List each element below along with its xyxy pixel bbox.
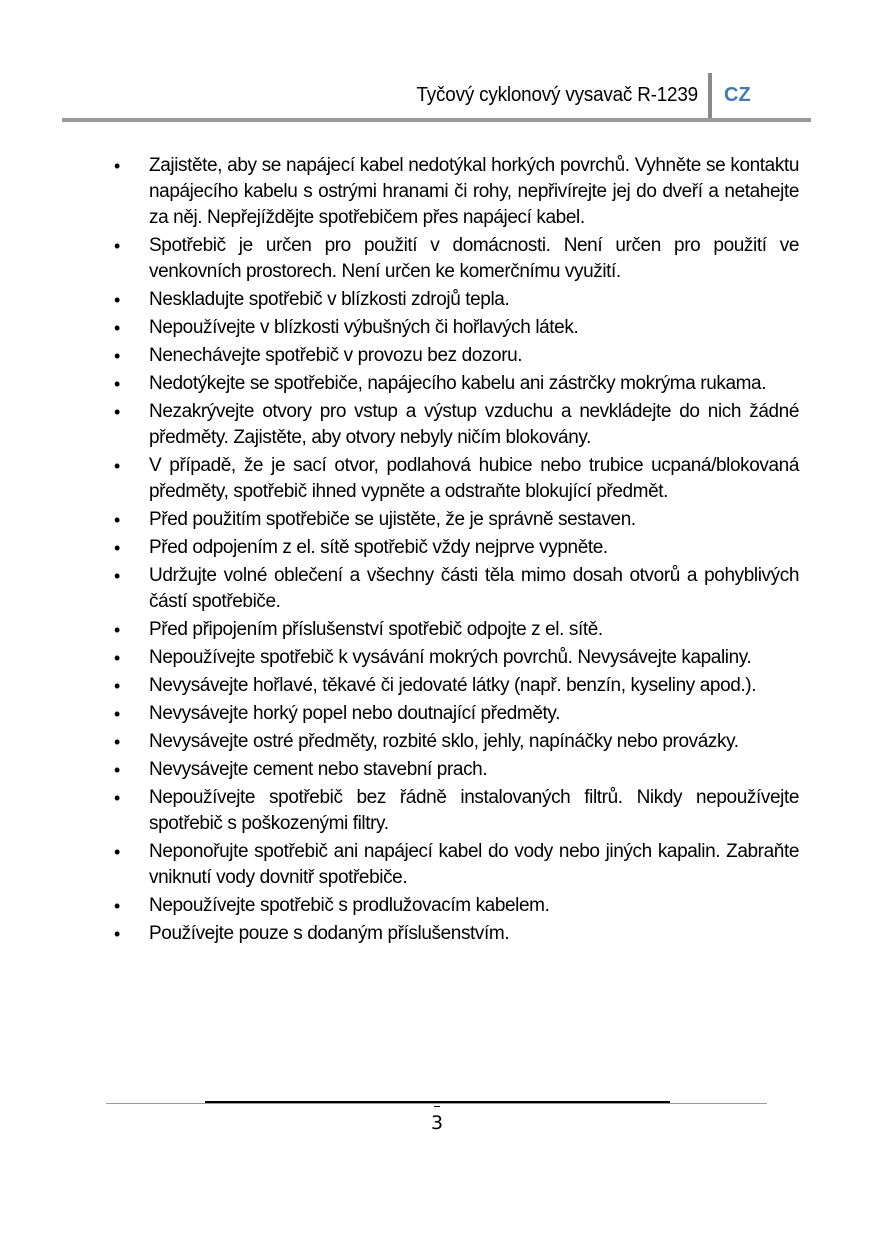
list-item <box>114 315 799 341</box>
bullet-glyph: • <box>114 290 121 310</box>
list-item-text: Zajistěte, aby se napájecí kabel nedotýkal horkých povrchů. Vyhněte se kontaktu napájecího kabelu s ostrými hranami či rohy, nepřivírejte jej do dveří a netahejte za něj. Nepřejíždějte spotřebičem přes napájecí kabel. <box>149 155 799 228</box>
list-item <box>114 233 799 285</box>
list-item <box>114 371 799 397</box>
bullet-glyph: • <box>114 402 121 422</box>
header-divider <box>708 73 712 120</box>
bullet-glyph: • <box>114 760 121 780</box>
bullet-glyph: • <box>114 896 121 916</box>
list-item-text: Spotřebič je určen pro použití v domácnosti. Není určen pro použití ve venkovních prostorech. Není určen ke komerčnímu využití. <box>149 235 799 282</box>
bullet-glyph: • <box>114 732 121 752</box>
list-item-text: Nevysávejte ostré předměty, rozbité sklo, jehly, napínáčky nebo provázky. <box>149 731 739 752</box>
list-item <box>114 673 799 699</box>
list-item-text: V případě, že je sací otvor, podlahová hubice nebo trubice ucpaná/blokovaná předměty, spotřebič ihned vypněte a odstraňte blokující předmět. <box>149 455 799 502</box>
list-item-text: Udržujte volné oblečení a všechny části těla mimo dosah otvorů a pohyblivých částí spotřebiče. <box>149 565 799 612</box>
list-item-text: Nepoužívejte v blízkosti výbušných či hořlavých látek. <box>149 317 579 338</box>
document-title: Tyčový cyklonový vysavač R-1239 <box>416 83 698 106</box>
list-item <box>114 507 799 533</box>
bullet-glyph: • <box>114 236 121 256</box>
list-item <box>114 839 799 891</box>
bullet-glyph: • <box>114 456 121 476</box>
list-item-text: Nedotýkejte se spotřebiče, napájecího kabelu ani zástrčky mokrýma rukama. <box>149 373 767 394</box>
list-item <box>114 729 799 755</box>
list-item <box>114 757 799 783</box>
list-item-text: Nevysávejte hořlavé, těkavé či jedovaté látky (např. benzín, kyseliny apod.). <box>149 675 757 696</box>
bullet-glyph: • <box>114 566 121 586</box>
list-item-text: Nenechávejte spotřebič v provozu bez dozoru. <box>149 345 523 366</box>
list-item-text: Nepoužívejte spotřebič bez řádně instalovaných filtrů. Nikdy nepoužívejte spotřebič s poškozenými filtry. <box>149 787 799 834</box>
list-item <box>114 535 799 561</box>
list-item-text: Nepoužívejte spotřebič k vysávání mokrých povrchů. Nevysávejte kapaliny. <box>149 647 752 668</box>
list-item <box>114 701 799 727</box>
bullet-glyph: • <box>114 620 121 640</box>
list-item <box>114 617 799 643</box>
language-code: CZ <box>724 84 751 106</box>
list-item-text: Neponořujte spotřebič ani napájecí kabel do vody nebo jiných kapalin. Zabraňte vniknutí vody dovnitř spotřebiče. <box>149 841 799 888</box>
list-item-text: Nepoužívejte spotřebič s prodlužovacím kabelem. <box>149 895 550 916</box>
list-item-text: Před odpojením z el. sítě spotřebič vždy nejprve vypněte. <box>149 537 608 558</box>
list-item-text: Nezakrývejte otvory pro vstup a výstup vzduchu a nevkládejte do nich žádné předměty. Zajistěte, aby otvory nebyly ničím blokovány. <box>149 401 799 448</box>
list-item-text: Před použitím spotřebiče se ujistěte, že je správně sestaven. <box>149 509 636 530</box>
list-item <box>114 921 799 947</box>
bullet-glyph: • <box>114 788 121 808</box>
safety-instructions-list <box>114 153 799 949</box>
bullet-glyph: • <box>114 676 121 696</box>
bullet-glyph: • <box>114 924 121 944</box>
list-item-text: Před připojením příslušenství spotřebič odpojte z el. sítě. <box>149 619 603 640</box>
bullet-glyph: • <box>114 374 121 394</box>
list-item <box>114 563 799 615</box>
bullet-glyph: • <box>114 538 121 558</box>
list-item-text: Neskladujte spotřebič v blízkosti zdrojů tepla. <box>149 289 510 310</box>
list-item <box>114 453 799 505</box>
bullet-glyph: • <box>114 648 121 668</box>
page-number: 3 <box>430 1112 444 1134</box>
bullet-glyph: • <box>114 842 121 862</box>
list-item <box>114 399 799 451</box>
bullet-glyph: • <box>114 510 121 530</box>
bullet-glyph: • <box>114 346 121 366</box>
bullet-glyph: • <box>114 704 121 724</box>
list-item-text: Nevysávejte cement nebo stavební prach. <box>149 759 488 780</box>
list-item <box>114 287 799 313</box>
list-item-text: Používejte pouze s dodaným příslušenstvím. <box>149 923 510 944</box>
list-item <box>114 343 799 369</box>
list-item <box>114 893 799 919</box>
footer-tick <box>434 1106 440 1107</box>
bullet-glyph: • <box>114 318 121 338</box>
list-item <box>114 785 799 837</box>
footer-rule-inner <box>205 1101 670 1103</box>
list-item-text: Nevysávejte horký popel nebo doutnající předměty. <box>149 703 560 724</box>
list-item <box>114 645 799 671</box>
footer-rule <box>106 1103 767 1104</box>
list-item <box>114 153 799 231</box>
bullet-glyph: • <box>114 156 121 176</box>
header-rule <box>62 118 811 122</box>
